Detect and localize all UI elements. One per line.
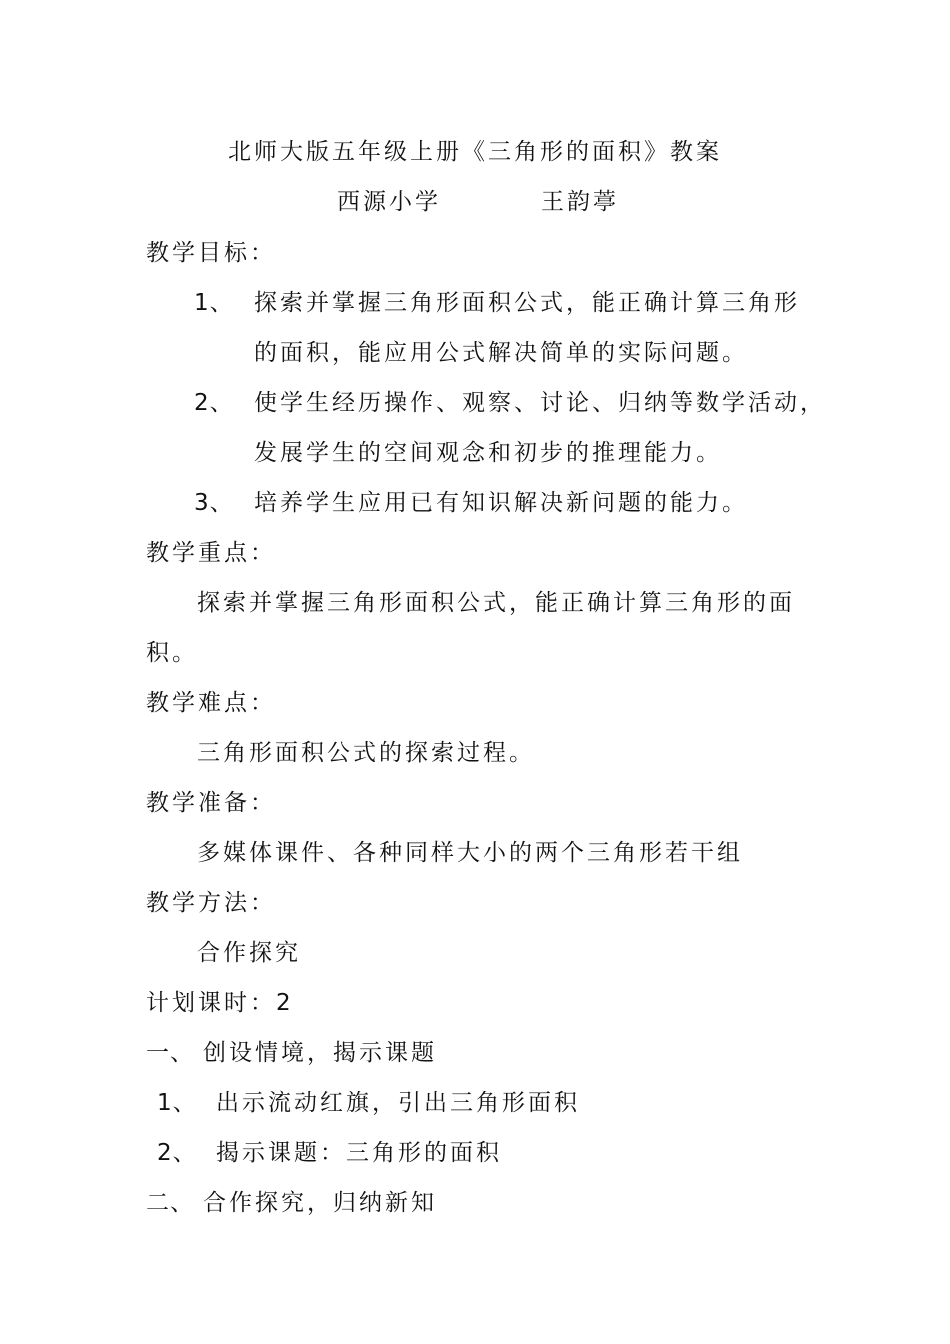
difficulty-heading: 教学难点： [146,690,276,716]
objectives-heading: 教学目标： [146,240,276,266]
document-title: 北师大版五年级上册《三角形的面积》教案 [228,139,722,165]
objective-1-line2: 的面积，能应用公式解决简单的实际问题。 [254,340,748,366]
step-1-text: 出示流动红旗，引出三角形面积 [216,1090,580,1116]
method-heading: 教学方法： [146,890,276,916]
step-1-number: 1、 [157,1090,197,1116]
step-2-number: 2、 [157,1140,197,1166]
objective-1-line1: 探索并掌握三角形面积公式，能正确计算三角形 [254,290,800,316]
school-name: 西源小学 [337,189,441,215]
preparation-heading: 教学准备： [146,790,276,816]
objective-3-line1: 培养学生应用已有知识解决新问题的能力。 [254,490,748,516]
method-text: 合作探究 [197,940,301,966]
objective-2-number: 2、 [194,390,234,416]
author-name: 王韵葶 [541,189,619,215]
objective-1-number: 1、 [194,290,234,316]
key-point-line1: 探索并掌握三角形面积公式，能正确计算三角形的面 [197,590,795,616]
objective-2-line2: 发展学生的空间观念和初步的推理能力。 [254,440,722,466]
objective-2-line1: 使学生经历操作、观察、讨论、归纳等数学活动， [254,390,826,416]
difficulty-text: 三角形面积公式的探索过程。 [197,740,535,766]
key-point-heading: 教学重点： [146,540,276,566]
section-2-title: 合作探究，归纳新知 [203,1190,437,1216]
section-1-title: 创设情境，揭示课题 [203,1040,437,1066]
step-2-text: 揭示课题：三角形的面积 [216,1140,502,1166]
periods-text: 计划课时：2 [146,990,294,1016]
section-2-number: 二、 [146,1190,194,1216]
preparation-text: 多媒体课件、各种同样大小的两个三角形若干组 [197,840,743,866]
section-1-number: 一、 [146,1040,194,1066]
key-point-line2: 积。 [146,640,198,666]
objective-3-number: 3、 [194,490,234,516]
